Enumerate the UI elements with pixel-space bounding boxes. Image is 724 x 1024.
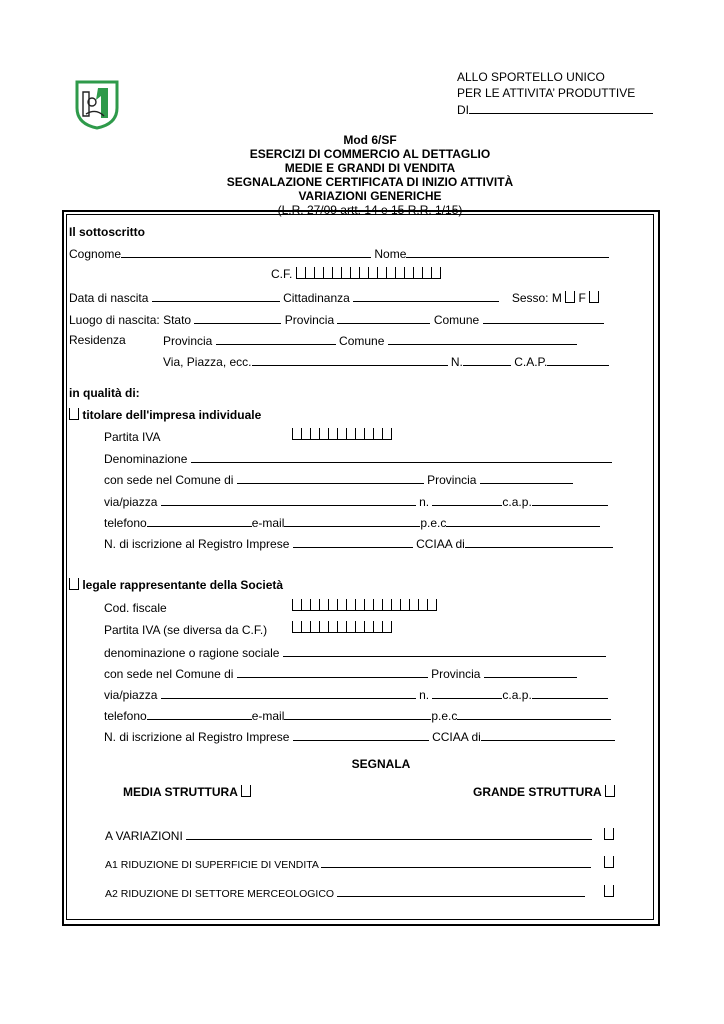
ind-telefono-field[interactable] — [147, 515, 252, 527]
soc-provincia-label: Provincia — [431, 667, 481, 681]
soc-registro-field[interactable] — [293, 729, 429, 741]
residenza-comune-label: Comune — [339, 334, 385, 348]
soc-via-field[interactable] — [161, 687, 416, 699]
ind-pec-label: p.e.c — [420, 516, 447, 530]
individuale-heading — [69, 408, 261, 422]
soc-provincia-field[interactable] — [484, 666, 577, 678]
ind-n-field[interactable] — [432, 494, 502, 506]
residenza-row — [163, 333, 577, 348]
residenza-via-row — [163, 354, 609, 369]
cap-label: C.A.P. — [514, 355, 548, 369]
soc-piva-cells[interactable] — [292, 621, 392, 635]
soc-codfiscale-cells[interactable] — [292, 599, 437, 613]
societa-title: legale rappresentante della Società — [82, 578, 284, 592]
ind-contatti-row — [104, 515, 600, 530]
soc-telefono-label: telefono — [104, 709, 147, 723]
soc-cap-label: c.a.p. — [502, 688, 532, 702]
soc-pec-field[interactable] — [457, 708, 611, 720]
recipient-di-label: DI — [457, 103, 469, 117]
media-struttura-checkbox[interactable] — [241, 785, 251, 797]
sesso-m-label: Sesso: M — [511, 291, 562, 305]
segnala-heading: SEGNALA — [351, 757, 411, 771]
soc-n-field[interactable] — [432, 687, 502, 699]
ind-via-field[interactable] — [161, 494, 416, 506]
soc-registro-row — [104, 729, 615, 744]
ind-registro-row — [104, 536, 613, 551]
via-label: Via, Piazza, ecc. — [163, 355, 252, 369]
soc-cciaa-field[interactable] — [481, 729, 615, 741]
cognome-label: Cognome — [69, 247, 122, 261]
soc-email-field[interactable] — [284, 708, 431, 720]
a1-field[interactable] — [321, 858, 591, 868]
title-line3: SEGNALAZIONE CERTIFICATA DI INIZIO ATTIVITÀ — [226, 175, 514, 189]
soc-denominazione-label: denominazione o ragione sociale — [104, 646, 280, 660]
media-struttura-option — [123, 785, 251, 799]
sottoscritto-heading: Il sottoscritto — [69, 225, 146, 239]
ind-piva-label: Partita IVA — [104, 430, 161, 444]
ind-via-label: via/piazza — [104, 495, 158, 509]
a1-row — [105, 858, 591, 871]
nome-label: Nome — [374, 247, 407, 261]
soc-cciaa-label: CCIAA di — [432, 730, 481, 744]
cf-cells-field[interactable] — [296, 267, 441, 279]
luogo-comune-field[interactable] — [483, 312, 604, 324]
cittadinanza-label: Cittadinanza — [283, 291, 350, 305]
residenza-comune-field[interactable] — [388, 333, 577, 345]
numero-field[interactable] — [463, 354, 511, 366]
data-nascita-label: Data di nascita — [69, 291, 149, 305]
ind-provincia-label: Provincia — [427, 473, 477, 487]
cf-row — [271, 267, 441, 281]
soc-piva-label: Partita IVA (se diversa da C.F.) — [104, 623, 268, 637]
region-logo — [74, 78, 120, 130]
cognome-row — [69, 246, 609, 261]
a-variazioni-row — [105, 828, 592, 843]
soc-contatti-row — [104, 708, 611, 723]
via-field[interactable] — [252, 354, 448, 366]
ind-registro-field[interactable] — [293, 536, 413, 548]
ind-email-field[interactable] — [284, 515, 420, 527]
ind-denominazione-label: Denominazione — [104, 452, 188, 466]
title-line4: VARIAZIONI GENERICHE — [298, 189, 442, 203]
ind-provincia-field[interactable] — [480, 472, 573, 484]
ind-telefono-label: telefono — [104, 516, 147, 530]
ind-denominazione-row — [104, 451, 612, 466]
ind-via-row — [104, 494, 608, 509]
soc-sede-field[interactable] — [237, 666, 428, 678]
ind-cciaa-field[interactable] — [465, 536, 613, 548]
soc-sede-label: con sede nel Comune di — [104, 667, 234, 681]
ind-piva-cells[interactable] — [292, 428, 392, 442]
ind-email-label: e-mail — [251, 516, 285, 530]
a-variazioni-label: A VARIAZIONI — [105, 829, 183, 843]
ind-sede-label: con sede nel Comune di — [104, 473, 234, 487]
a2-row — [105, 887, 585, 900]
a1-label: A1 RIDUZIONE DI SUPERFICIE DI VENDITA — [105, 859, 319, 871]
cittadinanza-field[interactable] — [353, 290, 499, 302]
ind-cap-field[interactable] — [532, 494, 608, 506]
soc-via-row — [104, 687, 608, 702]
sesso-f-label: F — [578, 291, 586, 305]
numero-label: N. — [450, 355, 463, 369]
ind-registro-label: N. di iscrizione al Registro Imprese — [104, 537, 290, 551]
luogo-nascita-row — [69, 312, 604, 327]
form-code: Mod 6/SF — [343, 133, 397, 147]
recipient-line1: ALLO SPORTELLO UNICO — [457, 70, 605, 84]
grande-struttura-label: GRANDE STRUTTURA — [473, 785, 602, 799]
logo-emblem-icon — [74, 78, 120, 130]
cognome-field[interactable] — [121, 246, 371, 258]
title-line1: ESERCIZI DI COMMERCIO AL DETTAGLIO — [249, 147, 491, 161]
grande-struttura-option — [473, 785, 615, 799]
soc-denominazione-row — [104, 645, 606, 660]
residenza-label: Residenza — [69, 333, 126, 347]
a-variazioni-field[interactable] — [186, 828, 592, 840]
a2-label: A2 RIDUZIONE DI SETTORE MERCEOLOGICO — [105, 888, 335, 900]
media-struttura-label: MEDIA STRUTTURA — [123, 785, 238, 799]
a-variazioni-checkbox[interactable] — [604, 828, 614, 842]
soc-n-label: n. — [419, 688, 430, 702]
luogo-stato-label: Luogo di nascita: Stato — [69, 313, 192, 327]
luogo-provincia-field[interactable] — [337, 312, 430, 324]
a2-checkbox[interactable] — [604, 885, 614, 899]
in-qualita-heading: in qualità di: — [69, 386, 140, 400]
ind-denominazione-field[interactable] — [191, 451, 612, 463]
nascita-row — [69, 290, 599, 305]
soc-pec-label: p.e.c — [431, 709, 458, 723]
soc-telefono-field[interactable] — [147, 708, 252, 720]
title-line2: MEDIE E GRANDI DI VENDITA — [284, 161, 456, 175]
data-nascita-field[interactable] — [152, 290, 280, 302]
societa-checkbox[interactable] — [69, 578, 79, 590]
comune-recipient-field[interactable] — [469, 102, 653, 114]
recipient-line3 — [457, 102, 653, 117]
a1-checkbox[interactable] — [604, 856, 614, 870]
luogo-comune-label: Comune — [433, 313, 480, 327]
soc-codfiscale-label: Cod. fiscale — [104, 601, 167, 615]
ind-cciaa-label: CCIAA di — [416, 537, 465, 551]
soc-sede-row — [104, 666, 577, 681]
cap-field[interactable] — [547, 354, 609, 366]
ind-n-label: n. — [419, 495, 430, 509]
ind-sede-row — [104, 472, 573, 487]
individuale-checkbox[interactable] — [69, 408, 79, 420]
societa-heading — [69, 578, 283, 592]
residenza-provincia-field[interactable] — [216, 333, 336, 345]
soc-email-label: e-mail — [251, 709, 285, 723]
ind-pec-field[interactable] — [446, 515, 600, 527]
ind-sede-field[interactable] — [237, 472, 424, 484]
residenza-provincia-label: Provincia — [163, 334, 213, 348]
soc-cap-field[interactable] — [532, 687, 608, 699]
luogo-provincia-label: Provincia — [284, 313, 335, 327]
title-line5: (L.R. 27/09 artt. 14 e 15 R.R. 1/15) — [277, 203, 463, 217]
a2-field[interactable] — [337, 887, 585, 897]
soc-via-label: via/piazza — [104, 688, 158, 702]
grande-struttura-checkbox[interactable] — [605, 785, 615, 797]
soc-registro-label: N. di iscrizione al Registro Imprese — [104, 730, 290, 744]
nome-field[interactable] — [406, 246, 609, 258]
cf-label: C.F. — [271, 267, 293, 281]
ind-cap-label: c.a.p. — [502, 495, 532, 509]
luogo-stato-field[interactable] — [194, 312, 281, 324]
sesso-m-checkbox[interactable] — [565, 291, 575, 303]
recipient-line2: PER LE ATTIVITA’ PRODUTTIVE — [457, 86, 636, 100]
individuale-title: titolare dell'impresa individuale — [82, 408, 262, 422]
sesso-f-checkbox[interactable] — [589, 291, 599, 303]
soc-denominazione-field[interactable] — [283, 645, 606, 657]
